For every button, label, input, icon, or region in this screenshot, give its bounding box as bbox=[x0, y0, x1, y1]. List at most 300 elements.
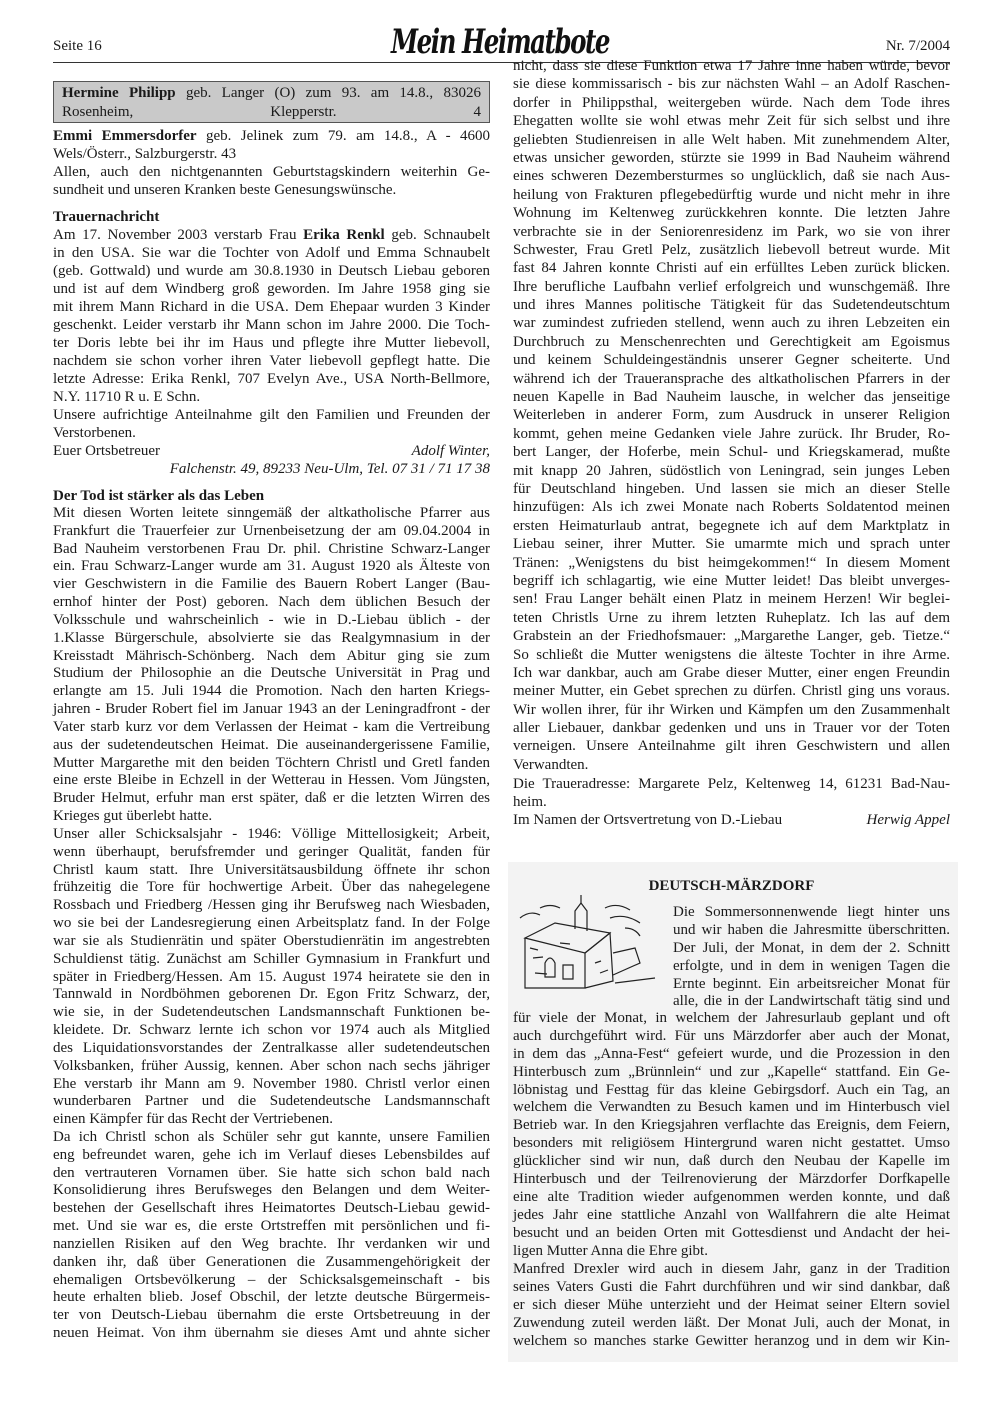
text-run: Die Sommersonnenwende liegt hinter uns bbox=[673, 904, 950, 920]
text-line bbox=[513, 793, 950, 811]
text-run: eine alte Tradition wieder aufgenommen werden konnte, und daß bbox=[513, 1188, 950, 1205]
text-line bbox=[513, 351, 950, 369]
text-line bbox=[513, 186, 950, 204]
text-run: einen Kämpfer für das Recht der Vertriebenen. bbox=[53, 1111, 334, 1128]
text-line bbox=[53, 1147, 490, 1165]
text-line bbox=[53, 1272, 490, 1290]
text-line bbox=[53, 145, 490, 163]
text-line bbox=[53, 719, 490, 737]
text-run: besucht und an beiden Orten mit Gottesdienst und Andacht der hei- bbox=[513, 1224, 950, 1241]
text-line bbox=[53, 826, 490, 844]
birthday-notice-box bbox=[53, 81, 490, 123]
text-run: Mutter Margarethe mit den beiden Töchtern Christl und Gretl fanden bbox=[53, 754, 490, 771]
text-run: nachdem sie schon vorher ihren Vater liebevoll gepflegt hatte. Die bbox=[53, 353, 490, 369]
text-line bbox=[513, 1099, 950, 1117]
text-line bbox=[513, 498, 950, 516]
chapel-drawing-icon bbox=[515, 893, 660, 993]
text-run: begriff ich schlagartig, wie eine Mutter leidet! Das bleibt unverges- bbox=[513, 572, 950, 589]
text-run: nanziellen Risiken auf den Weg brachte. Ihr verdanken wir und bbox=[53, 1235, 490, 1252]
text-run: aller Liebauer, dankbar gedenken und uns in Trauer vor der Toten bbox=[513, 720, 950, 737]
text-run: welchem die Verwandten zu Besuch kamen und im Hinterbusch viel bbox=[513, 1099, 950, 1116]
text-line bbox=[513, 1207, 950, 1225]
text-run: danken ihr, daß über Generationen die Zusammengehörigkeit der bbox=[53, 1253, 490, 1270]
text-line bbox=[513, 296, 950, 314]
text-run: kleidete. Dr. Schwarz lernte ich schon vor 1974 auch als Mitglied bbox=[53, 1022, 490, 1039]
text-run: N.Y. 11710 R u. E Schn. bbox=[53, 389, 201, 405]
text-run: bestehen der Gesellschaft ihres Heimatortes Deutsch-Liebau gewid- bbox=[53, 1200, 490, 1217]
text-line bbox=[53, 915, 490, 933]
text-line bbox=[53, 1254, 490, 1272]
text-line bbox=[53, 648, 490, 666]
text-run: erlangte am 15. Juli 1944 die Promotion. Nach den harten Kriegs- bbox=[53, 683, 490, 700]
bold-name: Emmi Emmersdorfer bbox=[53, 128, 197, 144]
text-line bbox=[53, 541, 490, 559]
text-run: später in Friedberg/Hessen. Am 15. August 1974 heiratete sie den in bbox=[53, 968, 490, 985]
text-run: met. Und sie war es, die erste Ortstreffen mit persönlichen und fi- bbox=[53, 1218, 490, 1235]
text-run: Verwandten. bbox=[513, 756, 589, 773]
text-line bbox=[513, 1225, 950, 1243]
text-run: wie sie, in der Sudetendeutschen Landsmannschaft Funktionen be- bbox=[53, 1004, 490, 1021]
text-line bbox=[53, 1218, 490, 1236]
issue-number: Nr. 7/2004 bbox=[885, 38, 950, 54]
text-line bbox=[53, 808, 490, 826]
text-line bbox=[53, 181, 490, 199]
text-line bbox=[513, 682, 950, 700]
text-run: wenn überhaupt, berufsfremder und geringer Qualität, fanden für bbox=[53, 843, 490, 860]
text-line bbox=[513, 1046, 950, 1064]
text-line bbox=[53, 897, 490, 915]
text-line bbox=[53, 280, 490, 298]
text-line bbox=[53, 594, 490, 612]
text-line bbox=[53, 737, 490, 755]
text-run: Manfred Drexler wird auch in diesem Jahr, ganz in der Tradition bbox=[513, 1261, 950, 1277]
text-line bbox=[53, 388, 490, 406]
signature-line bbox=[53, 442, 490, 478]
text-line bbox=[513, 775, 950, 793]
text-line bbox=[513, 149, 950, 167]
text-run: neuen Kapelle in Bad Nauheim lausche, in welcher das jenseitige bbox=[513, 389, 950, 406]
text-run: ter Doris lebte bei ihr im Haus und pflegte ihre Mutter liebevoll, bbox=[53, 335, 490, 351]
text-line bbox=[513, 572, 950, 590]
text-line bbox=[53, 612, 490, 630]
text-paragraph bbox=[513, 57, 950, 774]
text-run: (geb. Gottwald) und wurde am 30.8.1930 in Deutsch Liebau geboren bbox=[53, 263, 490, 279]
text-paragraph bbox=[53, 1129, 490, 1343]
text-run: vier Geschwistern in die Familie des Bauern Robert Langer (Bau- bbox=[53, 576, 490, 593]
text-line bbox=[673, 904, 950, 922]
text-run: Der Juli, der Monat, in dem der 2. Schnitt bbox=[673, 939, 950, 956]
text-run: Rosenheim, Klepperstr. 4 bbox=[62, 104, 481, 120]
text-run: in den USA. Sie war die Tochter von Adolf und Emma Schnaubelt bbox=[53, 245, 490, 261]
text-run: verbrachte sie in der Seniorenresidenz im Park, wo sie von ihrer bbox=[513, 223, 950, 240]
text-line bbox=[53, 298, 490, 316]
text-run: für Deutschland hingeben. Und lassen sie mich an dieser Stelle bbox=[513, 480, 950, 497]
text-run: dorfer in Philippsthal, weitergeben würde. Nach dem Tode ihres bbox=[513, 94, 950, 111]
text-line bbox=[513, 333, 950, 351]
text-line bbox=[53, 1129, 490, 1147]
text-run: ter von Deutsch-Liebau übernahm die erste Ortsbetreuung in der bbox=[53, 1307, 490, 1324]
text-line bbox=[53, 558, 490, 576]
text-run: Da ich Christl schon als Schüler sehr gut kannte, unsere Familien bbox=[53, 1129, 490, 1145]
text-line bbox=[513, 1117, 950, 1135]
section-heading bbox=[53, 487, 490, 505]
text-line bbox=[673, 976, 950, 994]
text-run: Frankfurt die Trauerfeier zur Urnenbeisetzung der am 09.04.2004 in bbox=[53, 522, 490, 539]
text-line bbox=[53, 505, 490, 523]
text-line bbox=[513, 131, 950, 149]
text-line bbox=[53, 879, 490, 897]
text-line bbox=[62, 103, 481, 122]
text-run: Mit diesen Worten leitete sinngemäß der altkatholische Pfarrer aus bbox=[53, 505, 490, 521]
text-line bbox=[53, 442, 490, 460]
text-line bbox=[513, 517, 950, 535]
text-run: Wir wollen ihrer, für ihr Wirken und Kämpfen um den Zusammenhalt bbox=[513, 701, 950, 718]
text-run: geb. Jelinek zum 79. am 14.8., A - 4600 bbox=[196, 128, 491, 144]
text-line bbox=[513, 1010, 950, 1028]
text-line bbox=[513, 877, 950, 895]
text-line bbox=[673, 922, 950, 940]
text-run: Hinterbusch zum „Brünnlein“ und zur „Kapelle“ stattfand. Ein Ge- bbox=[513, 1063, 950, 1080]
text-run: Euer Ortsbetreuer bbox=[53, 443, 161, 459]
text-run: jahren - Bruder Robert fiel im Januar 1943 an der Leningradfront - der bbox=[53, 701, 490, 718]
text-run: nicht, dass sie diese Funktion etwa 17 Jahre inne haben würde, bevor bbox=[513, 58, 950, 74]
text-run: Wohnung im Keltenweg zurückkehren konnte. Die letzten Jahre bbox=[513, 205, 950, 222]
text-run: mit ihrem Mann Richard in die USA. Dem Ehepaar wurden 3 Kinder bbox=[53, 299, 490, 315]
text-line bbox=[53, 1076, 490, 1094]
text-run: Wels/Österr., Salzburgerstr. 43 bbox=[53, 146, 237, 162]
text-line bbox=[513, 627, 950, 645]
text-run: eng befreundet waren, gehe ich im Verlauf dieses Lebensbildes auf bbox=[53, 1146, 490, 1163]
text-line bbox=[513, 75, 950, 93]
text-run: neuen Heimat. Von ihm übernahm sie dieses Amt und ahnte sicher bbox=[53, 1325, 490, 1342]
text-line bbox=[53, 487, 490, 505]
text-run: geschenkt. Leider verstarb ihr Mann schon im Jahre 2000. Die Toch- bbox=[53, 317, 490, 333]
text-run: war sie als Studienrätin und später Oberstudienrätin im angestrebten bbox=[53, 932, 490, 949]
text-line bbox=[513, 554, 950, 572]
text-line bbox=[53, 406, 490, 424]
text-line bbox=[53, 576, 490, 594]
text-run: für viele der Monat, in welchem der Jahresurlaub geplant und oft bbox=[513, 1010, 950, 1026]
text-run: jedes Jahr eine stattliche Anzahl von Wallfahrern die alte Heimat bbox=[513, 1206, 950, 1223]
text-line bbox=[53, 424, 490, 442]
text-run: teten Christls Urne zu ihrem letzten Ruheplatz. Ich las auf dem bbox=[513, 609, 950, 626]
text-line bbox=[53, 316, 490, 334]
text-run: eine erste Bleibe in Echzell in der Wetterau in Hessen. Vom Jüngsten, bbox=[53, 772, 490, 789]
text-paragraph bbox=[53, 127, 490, 163]
bold-name: Erika Renkl bbox=[303, 227, 385, 243]
text-run: in dem das „Anna-Fest“ gefeiert wurde, und die Prozession in den bbox=[513, 1045, 950, 1062]
text-run: heim. bbox=[513, 794, 547, 811]
text-run: Hinterbusch und der Teilrenovierung der Märzdorfer Dorfkapelle bbox=[513, 1171, 950, 1188]
text-line bbox=[53, 226, 490, 244]
text-run: er sich dieser Mühe unterzieht und der Heimat seiner Eltern soviel bbox=[513, 1296, 950, 1313]
text-run: letzte Adresse: Erika Renkl, 707 Evelyn Ave., USA North-Bellmore, bbox=[53, 371, 490, 387]
text-paragraph bbox=[673, 904, 950, 1011]
text-run: hinzufügen: Als ich zwei Monate nach Roberts Soldatentod meinen bbox=[513, 499, 950, 516]
text-run: besonders mit religiösem Hintergrund waren nicht gestattet. Umso bbox=[513, 1135, 950, 1152]
text-run: sundheit und unseren Kranken beste Genesungswünsche. bbox=[53, 182, 397, 198]
masthead-logo: Mein Heimatbote bbox=[390, 22, 610, 62]
text-line bbox=[53, 933, 490, 951]
text-run: ernhof hinter der Post) geboren. Nach dem üblichen Besuch der bbox=[53, 594, 490, 611]
text-run: und ist auf dem Windberg groß geworden. Im Jahre 1958 ging sie bbox=[53, 281, 490, 297]
text-run: Im Namen der Ortsvertretung von D.-Liebau bbox=[513, 812, 783, 828]
text-line bbox=[513, 1297, 950, 1315]
text-line bbox=[53, 523, 490, 541]
text-line bbox=[53, 1093, 490, 1111]
text-line bbox=[53, 701, 490, 719]
text-run: Durchbruch zu Menschenrechten und Gerechtigkeit am Egoismus bbox=[513, 333, 950, 350]
text-line bbox=[513, 1064, 950, 1082]
text-run: und keinem Schuldeingeständnis unserer Gegner scheiterte. Und bbox=[513, 352, 950, 369]
text-line bbox=[53, 951, 490, 969]
text-run: Volksbanken, früher Aussig, kennen. Aber schon nach sechs jähriger bbox=[53, 1057, 490, 1074]
text-run: Ernte beginnt. Ein arbeitsreicher Monat für bbox=[673, 975, 950, 992]
text-run: Unsere aufrichtige Anteilnahme gilt den Familien und Freunden der bbox=[53, 407, 490, 423]
text-line bbox=[513, 1171, 950, 1189]
text-line bbox=[513, 94, 950, 112]
text-run: So schließt die Mutter wenigstens die älteste Tochter in ihre Arme. bbox=[513, 646, 950, 663]
text-line bbox=[513, 1243, 950, 1261]
text-run: seines Vaters Gusti die Fahrt durchführen und wir sind dankbar, daß bbox=[513, 1278, 950, 1295]
text-line bbox=[513, 1279, 950, 1297]
section-heading bbox=[513, 877, 950, 895]
text-line bbox=[53, 1165, 490, 1183]
text-run: Ihre berufliche Laufbahn verlief erfolgreich und wunschgemäß. Ihre bbox=[513, 278, 950, 295]
text-run: alle, die in der Landwirtschaft tätig sind und bbox=[673, 993, 950, 1010]
text-line bbox=[53, 1004, 490, 1022]
text-line bbox=[513, 1153, 950, 1171]
text-run: Studium der Philosophie an die Deutsche Universität in Prag und bbox=[53, 665, 490, 682]
text-run: Vater starb kurz vor dem Verlassen der Heimat - kam die Vertreibung bbox=[53, 718, 490, 735]
text-paragraph bbox=[53, 406, 490, 442]
text-line bbox=[513, 480, 950, 498]
text-line bbox=[53, 163, 490, 181]
text-run: sie diese kommissarisch - bis zur nächsten Wahl – an Adolf Raschen- bbox=[513, 76, 950, 93]
section-heading bbox=[53, 208, 490, 226]
text-run: ein. Frau Schwarz-Langer wurde am 31. August 1920 als Älteste von bbox=[53, 558, 490, 575]
text-line bbox=[513, 1189, 950, 1207]
text-paragraph bbox=[513, 1261, 950, 1350]
text-line bbox=[53, 262, 490, 280]
text-run: Tränen: „Wenigstens du bist heimgekommen!“ In diesem Moment bbox=[513, 554, 950, 571]
text-line bbox=[513, 1261, 950, 1279]
text-line bbox=[513, 737, 950, 755]
text-run: und ihres Mannes politische Tätigkeit für das Sudetendeutschtum bbox=[513, 297, 950, 314]
text-line bbox=[53, 969, 490, 987]
text-run: bert Langer, der Hoferbe, mein Schul- und Kriegskamerad, mußte bbox=[513, 444, 950, 461]
text-line bbox=[513, 1135, 950, 1153]
text-line bbox=[513, 1315, 950, 1333]
text-run: Tannwald in Nordböhmen geborenen Dr. Egon Fritz Schwarz, der, bbox=[53, 986, 490, 1003]
text-run: Die Traueradresse: Margarete Pelz, Keltenweg 14, 61231 Bad-Nau- bbox=[513, 776, 950, 792]
text-run: Weiterleben in anderer Form, zum Ausdruck in unserer Religion bbox=[513, 407, 950, 424]
text-line bbox=[513, 57, 950, 75]
text-run: geliebten Studienreisen in alle Welt haben. Mit zunehmendem Alter, bbox=[513, 131, 950, 148]
text-line bbox=[513, 223, 950, 241]
text-line bbox=[513, 719, 950, 737]
text-line bbox=[53, 772, 490, 790]
text-run: war zumindest zufrieden stellend, wenn auch zu ihren Lebzeiten ein bbox=[513, 315, 950, 332]
signature-line bbox=[513, 811, 950, 829]
text-line bbox=[62, 84, 481, 103]
text-paragraph bbox=[513, 775, 950, 812]
text-line bbox=[53, 127, 490, 145]
text-line bbox=[513, 278, 950, 296]
text-run: Am 17. November 2003 verstarb Frau bbox=[53, 227, 304, 243]
text-run: mit knapp 20 Jahren, südöstlich von Leningrad, sein junges Leben bbox=[513, 462, 950, 479]
text-line bbox=[513, 241, 950, 259]
text-line bbox=[53, 1022, 490, 1040]
text-line bbox=[513, 167, 950, 185]
text-run: Der Tod ist stärker als das Leben bbox=[53, 488, 265, 504]
text-line bbox=[53, 1307, 490, 1325]
text-run: Ich war dankbar, auch am Grabe dieser Mutter, einer engen Freundin bbox=[513, 664, 950, 681]
text-run: während ich der Traueransprache des altkatholischen Pfarrers in der bbox=[513, 370, 950, 387]
text-run: den vertrauteren Vornamen über. Sie hatte sich schon bald nach bbox=[53, 1164, 490, 1181]
text-line bbox=[53, 1236, 490, 1254]
text-run: fast 84 Jahren konnte Christi auf ein erfülltes Leben zurück blicken. bbox=[513, 260, 950, 277]
signature-name: Adolf Winter, bbox=[411, 443, 490, 459]
text-line bbox=[513, 406, 950, 424]
text-line bbox=[513, 314, 950, 332]
text-line bbox=[53, 862, 490, 880]
text-line bbox=[53, 460, 490, 478]
text-run: Grabstein an der Friedhofsmauer: „Margarethe Langer, geb. Tietze.“ bbox=[513, 628, 950, 645]
text-run: Christl kaum statt. Ihre Universitätsausbildung öffnete ihr schon bbox=[53, 861, 490, 878]
text-line bbox=[513, 388, 950, 406]
text-run: aus der sudetendeutschen Heimat. Die auseinandergerissene Familie, bbox=[53, 736, 490, 753]
text-line bbox=[513, 259, 950, 277]
text-run: ersten Heimaturlaub antrat, begegnete ich auf dem Marktplatz in bbox=[513, 517, 950, 534]
text-run: Rossbach und Friedberg /Hessen ging ihr Berufsweg nach Wiesbaden, bbox=[53, 897, 490, 914]
text-line bbox=[513, 590, 950, 608]
text-line bbox=[673, 993, 950, 1011]
text-line bbox=[53, 683, 490, 701]
text-run: und wir haben die Jahresmitte überschritten. bbox=[673, 921, 950, 938]
text-line bbox=[513, 701, 950, 719]
text-run: Ehe verstarb ihr Mann am 9. November 1980. Christl verlor einen bbox=[53, 1075, 490, 1092]
text-run: Schwester, Frau Gretl Pelz, zusätzlich liebevoll betreut wurde. Mit bbox=[513, 241, 950, 258]
text-line bbox=[513, 112, 950, 130]
text-run: eines schweren Dezembersturmes so unglücklich, daß sie nach Aus- bbox=[513, 168, 950, 185]
text-line bbox=[53, 844, 490, 862]
text-run: Volksschule und wahrscheinlich - wie in D.-Liebau üblich - der bbox=[53, 611, 490, 628]
text-run: heilung von Frakturen pflegebedürftig wurde und nicht mehr in ihre bbox=[513, 186, 950, 203]
text-run: glücklicher sind wir nun, daß durch den Neubau der Kapelle im bbox=[513, 1153, 950, 1170]
text-line bbox=[513, 535, 950, 553]
text-line bbox=[513, 664, 950, 682]
text-line bbox=[513, 1333, 950, 1351]
text-run: Betrieb war. In den Kriegsjahren verflachte das Ereignis, dem Feiern, bbox=[513, 1117, 950, 1134]
text-line bbox=[673, 958, 950, 976]
text-line bbox=[513, 811, 950, 829]
text-paragraph bbox=[513, 1010, 950, 1260]
text-line bbox=[53, 1040, 490, 1058]
text-line bbox=[53, 665, 490, 683]
text-line bbox=[513, 609, 950, 627]
text-run: geb. Schnaubelt bbox=[384, 227, 491, 243]
text-run: Zuwendung zuteil werden läßt. Der Monat Juli, auch der Monat, in bbox=[513, 1314, 950, 1331]
text-run: sen! Frau Langer behält einen Platz in meinem Herzen! Wir beglei- bbox=[513, 591, 950, 608]
text-line bbox=[513, 370, 950, 388]
page-number: Seite 16 bbox=[53, 38, 102, 54]
text-run: erfolgte, und in dem in wenigen Tagen die bbox=[673, 957, 950, 974]
text-run: Trauernachricht bbox=[53, 209, 160, 225]
text-line bbox=[53, 1325, 490, 1343]
text-line bbox=[673, 940, 950, 958]
text-run: Ehegatten wollte sie wohl etwas mehr Zeit für sich selbst und ihre bbox=[513, 113, 950, 130]
text-line bbox=[513, 756, 950, 774]
text-paragraph bbox=[53, 505, 490, 826]
text-paragraph bbox=[53, 826, 490, 1129]
text-run: Schuldienst tätig. Zunächst am Schiller Gymnasium in Frankfurt und bbox=[53, 950, 490, 967]
text-run: kommt, gehen meine Gedanken viele Jahre zurück. Ihr Bruder, Ro- bbox=[513, 425, 950, 442]
text-run: DEUTSCH-MÄRZDORF bbox=[648, 878, 815, 894]
text-run: Kreisstadt Mährisch-Schönberg. Nach dem Abitur ging sie zum bbox=[53, 647, 490, 664]
text-line bbox=[53, 208, 490, 226]
text-line bbox=[513, 462, 950, 480]
text-run: Verstorbenen. bbox=[53, 425, 136, 441]
text-line bbox=[53, 1182, 490, 1200]
text-run: ehemaligen Ortsbevölkerung – der Schicksalsgemeinschaft - bis bbox=[53, 1271, 490, 1288]
text-line bbox=[513, 646, 950, 664]
text-run: frühzeitig die Tore für hochwertige Arbeit. Über das nahegelegene bbox=[53, 879, 490, 896]
text-line bbox=[513, 204, 950, 222]
text-run: auch durchgeführt wird. Für uns Märzdorfer aber auch der Monat, bbox=[513, 1027, 950, 1044]
text-line bbox=[513, 1028, 950, 1046]
text-line bbox=[53, 1289, 490, 1307]
text-line bbox=[53, 1058, 490, 1076]
text-line bbox=[53, 1200, 490, 1218]
text-line bbox=[513, 425, 950, 443]
text-run: welchem so manches starke Gewitter heranzog und in dem wir Kin- bbox=[513, 1332, 950, 1349]
text-line bbox=[53, 755, 490, 773]
text-run: heute erhalten blieb. Josef Obschil, der letzte deutsche Bürgermeis- bbox=[53, 1289, 490, 1306]
text-run: Krieges gut überlebt hatte. bbox=[53, 808, 213, 825]
text-run: Bruder Helmut, erfuhr man erst später, daß er die letzten Wirren des bbox=[53, 790, 490, 807]
text-line bbox=[53, 1111, 490, 1129]
text-run: löbnistag und Festtag für das kleine Gebirgsdorf. Auch ein Tag, an bbox=[513, 1081, 950, 1098]
text-run: geb. Langer (O) zum 93. am 14.8., 83026 bbox=[175, 85, 481, 101]
text-run: wunderbaren Partner und die Sudetendeutsche Landsmannschaft bbox=[53, 1093, 490, 1110]
text-line bbox=[53, 630, 490, 648]
text-run: Unser aller Schicksalsjahr - 1946: Völlige Mittellosigkeit; Arbeit, bbox=[53, 826, 490, 842]
text-run: 1.Klasse Bürgerschule, absolvierte sie das Realgymnasium in der bbox=[53, 629, 490, 646]
text-line bbox=[53, 790, 490, 808]
text-line bbox=[53, 244, 490, 262]
text-line bbox=[513, 443, 950, 461]
text-run: etwas unsicher geworden, stürzte sie 1999 in Bad Nauheim während bbox=[513, 149, 950, 166]
text-line bbox=[513, 1082, 950, 1100]
text-run: Liebau seiner, ihrer Mutter. Sie umarmte mich und sprach unter bbox=[513, 536, 950, 553]
text-run: Konsolidierung ihres Berufsweges den Belangen und dem Weiter- bbox=[53, 1182, 490, 1199]
text-run: ligen Mutter Anna die Ehre gibt. bbox=[513, 1242, 708, 1259]
signature-name: Herwig Appel bbox=[866, 812, 950, 828]
text-paragraph bbox=[53, 226, 490, 406]
text-paragraph bbox=[53, 163, 490, 199]
text-run: des Liquidationsvorstandes der Zentralkasse aller sudetendeutschen bbox=[53, 1039, 490, 1056]
text-run: Bad Nauheim verstorbenen Frau Dr. phil. Christine Schwarz-Langer bbox=[53, 540, 490, 557]
text-line bbox=[53, 986, 490, 1004]
text-line bbox=[53, 334, 490, 352]
text-run: Allen, auch den nichtgenannten Geburtstagskindern weiterhin Ge- bbox=[53, 164, 490, 180]
text-line bbox=[53, 352, 490, 370]
text-run: meiner Mutter, ein Gebet sprechen zu dürfen. Christl ging uns voraus. bbox=[513, 683, 950, 700]
text-line bbox=[53, 370, 490, 388]
text-run: wo sie bei der Landesregierung einen Arbeitsplatz fand. In der Folge bbox=[53, 915, 490, 932]
signature-name: Falchenstr. 49, 89233 Neu-Ulm, Tel. 07 31 / 71 17 38 bbox=[169, 461, 490, 477]
